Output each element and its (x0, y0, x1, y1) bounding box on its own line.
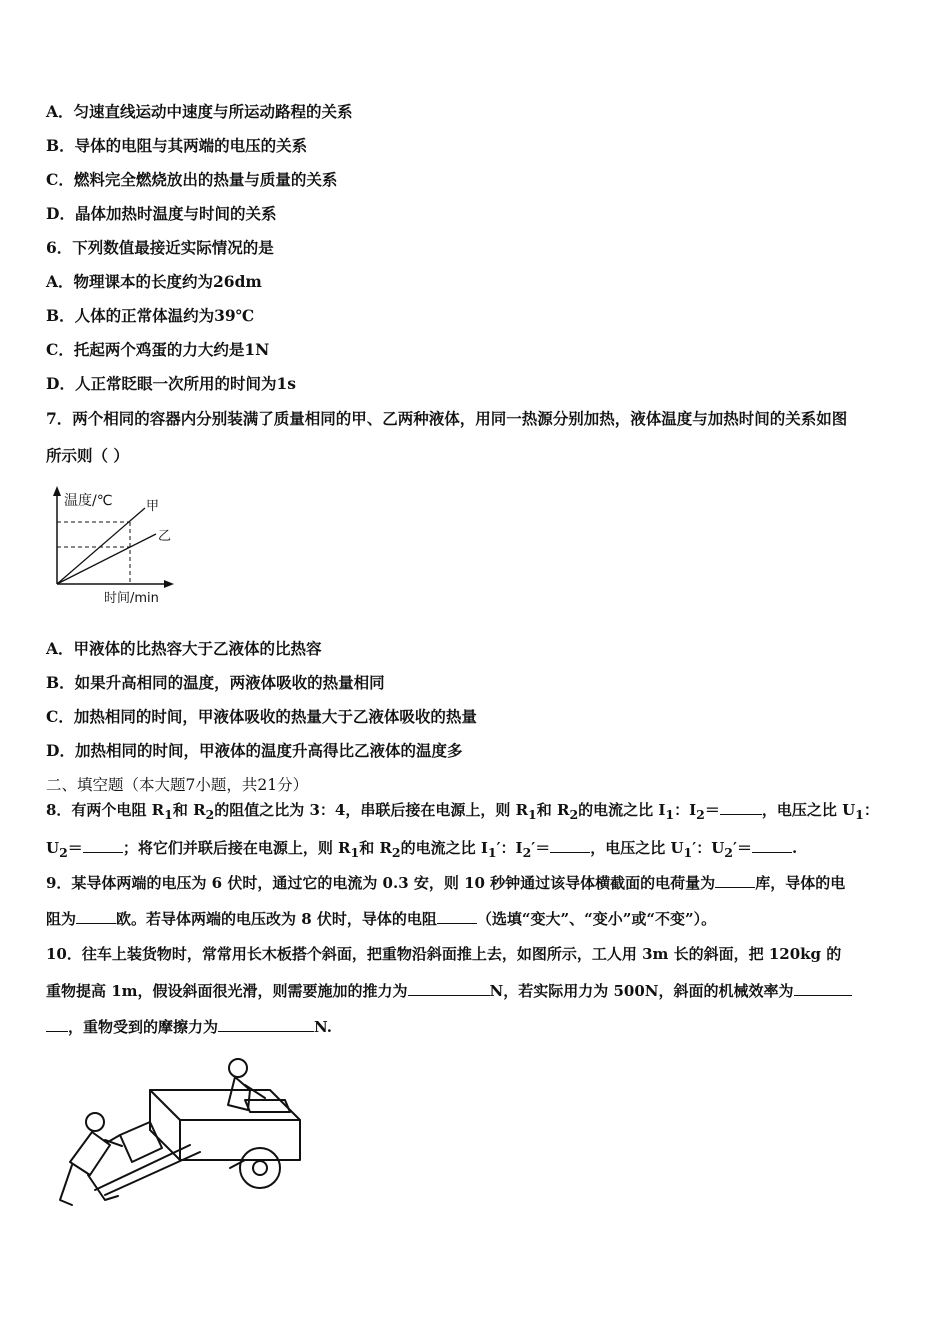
q10-blank-friction[interactable] (218, 1017, 314, 1032)
q10-line3: ，重物受到的摩擦力为 N. (46, 1017, 332, 1037)
q7-option-c: C．加热相同的时间，甲液体吸收的热量大于乙液体吸收的热量 (46, 707, 477, 726)
worker-top-arm (245, 1085, 265, 1098)
q10-blank-push-force[interactable] (408, 981, 490, 996)
y-axis-label: 温度/℃ (64, 493, 113, 509)
ramp-board (95, 1145, 190, 1190)
section-2-title: 二、填空题（本大题7小题，共21分） (46, 776, 309, 794)
worker-bottom-head (86, 1113, 104, 1131)
q8-line1: 8．有两个电阻 $R_1$和 $R_2$的阻值之比为 3：4，串联后接在电源上，则 $R_1$和 $R_2$的电流之比 $I_1$：$I_2=$ ，电压之比 $U_1$： (46, 801, 879, 822)
line-label-jia: 甲 (146, 499, 160, 514)
q7-stem-line1: 7．两个相同的容器内分别装满了质量相同的甲、乙两种液体，用同一热源分别加热，液体温度与加热时间的关系如图 (46, 409, 848, 428)
worker-bottom-leg-1 (60, 1165, 72, 1205)
q8-blank-parallel-current-ratio[interactable] (550, 838, 590, 853)
q7-stem-line2: 所示则（ ） (46, 446, 129, 465)
temperature-time-graph (40, 484, 190, 612)
loading-ramp-illustration (50, 1050, 310, 1215)
q5-option-c: C．燃料完全燃烧放出的热量与质量的关系 (46, 170, 338, 189)
q7-option-a: A．甲液体的比热容大于乙液体的比热容 (46, 639, 322, 658)
x-axis-label: 时间/min (104, 591, 159, 606)
cart-wheel-hub (253, 1161, 267, 1175)
cart-axle (230, 1160, 245, 1168)
q8-blank-current-ratio[interactable] (720, 800, 762, 815)
q8-line2: $U_2=$ ；将它们并联后接在电源上，则 $R_1$和 $R_2$的电流之比 $I_1'$：$I_2'=$ ，电压之比 $U_1'$：$U_2'=$ . (46, 839, 798, 860)
q6-option-d: D．人正常眨眼一次所用的时间为1s (46, 374, 296, 393)
q10-line2: 重物提高 1m，假设斜面很光滑，则需要施加的推力为 N，若实际用力为 500N，斜面的机械效率为 (46, 981, 852, 1001)
ramp-board-edge (105, 1152, 200, 1195)
worker-bottom-body (70, 1132, 110, 1175)
cart-wheel (240, 1148, 280, 1188)
q7-option-b: B．如果升高相同的温度，两液体吸收的热量相同 (46, 673, 385, 692)
cart-edge-1 (150, 1090, 180, 1120)
crate-on-ramp (120, 1122, 162, 1162)
q6-stem: 6．下列数值最接近实际情况的是 (46, 238, 274, 257)
y-axis-arrow (53, 486, 61, 496)
crate-on-cart (245, 1100, 290, 1112)
q9-blank-resistance-change[interactable] (437, 909, 477, 924)
q8-blank-parallel-voltage-ratio[interactable] (752, 838, 792, 853)
worker-bottom-leg-2 (88, 1175, 118, 1200)
q5-option-b: B．导体的电阻与其两端的电压的关系 (46, 136, 308, 155)
q6-option-a: A．物理课本的长度约为26dm (46, 272, 262, 291)
q9-blank-charge[interactable] (715, 873, 755, 888)
q8-blank-voltage-ratio[interactable] (83, 838, 123, 853)
q9-line2: 阻为 欧。若导体两端的电压改为 8 伏时，导体的电阻 （选填“变大”、“变小”或“不变”）。 (46, 910, 717, 928)
q7-option-d: D．加热相同的时间，甲液体的温度升高得比乙液体的温度多 (46, 741, 463, 760)
q5-option-a: A．匀速直线运动中速度与所运动路程的关系 (46, 102, 353, 121)
q5-option-d: D．晶体加热时温度与时间的关系 (46, 204, 277, 223)
q10-blank-efficiency[interactable] (794, 981, 852, 996)
x-axis-arrow (164, 580, 174, 588)
line-label-yi: 乙 (158, 529, 172, 544)
q10-blank-efficiency-cont[interactable] (46, 1017, 68, 1032)
q9-blank-resistance[interactable] (76, 909, 116, 924)
q6-option-b: B．人体的正常体温约为39℃ (46, 306, 255, 325)
q6-option-c: C．托起两个鸡蛋的力大约是1N (46, 340, 270, 359)
worker-top-head (229, 1059, 247, 1077)
q9-line1: 9．某导体两端的电压为 6 伏时，通过它的电流为 0.3 安，则 10 秒钟通过该导体横截面的电荷量为 库，导体的电 (46, 874, 846, 892)
q10-line1: 10．往车上装货物时，常常用长木板搭个斜面，把重物沿斜面推上去，如图所示，工人用 3m 长的斜面，把 120kg 的 (46, 945, 842, 963)
